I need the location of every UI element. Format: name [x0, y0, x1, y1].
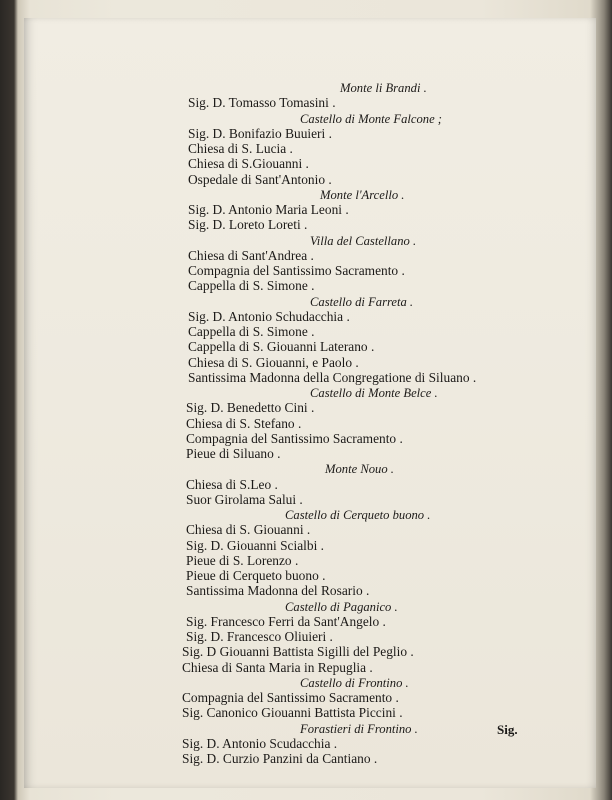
- catchword: Sig.: [497, 722, 518, 737]
- list-entry: Chiesa di S. Stefano .: [186, 415, 302, 431]
- section-heading: Castello di Monte Belce .: [310, 386, 438, 400]
- list-entry: Suor Girolama Salui .: [186, 491, 303, 507]
- list-entry: Pieue di Siluano .: [186, 446, 281, 461]
- list-entry: Chiesa di Santa Maria in Repuglia .: [182, 659, 373, 675]
- list-entry: Compagnia del Santissimo Sacramento .: [186, 430, 403, 446]
- list-entry: Sig. D. Loreto Loreti .: [188, 217, 308, 233]
- list-entry: Chiesa di S. Lucia .: [188, 141, 293, 156]
- section-heading: Castello di Farreta .: [310, 294, 414, 309]
- list-entry: Cappella di S. Simone .: [188, 278, 315, 294]
- list-entry: Chiesa di S.Giouanni .: [188, 156, 309, 172]
- section-heading: Forastieri di Frontino .: [300, 721, 418, 736]
- section-heading: Monte li Brandi .: [340, 81, 427, 95]
- list-entry: Santissima Madonna del Rosario .: [186, 583, 370, 599]
- list-entry: Sig. Francesco Ferri da Sant'Angelo .: [186, 613, 386, 629]
- list-entry: Pieue di Cerqueto buono .: [186, 568, 326, 583]
- section-heading: Castello di Monte Falcone ;: [300, 111, 442, 126]
- list-entry: Sig. D. Curzio Panzini da Cantiano .: [182, 751, 378, 766]
- section-heading: Castello di Cerqueto buono .: [285, 508, 431, 522]
- list-entry: Sig. D. Benedetto Cini .: [186, 400, 315, 416]
- section-heading: Villa del Castellano .: [310, 233, 417, 248]
- section-heading: Castello di Paganico .: [285, 599, 398, 614]
- list-entry: Sig. D. Bonifazio Buuieri .: [188, 125, 332, 141]
- list-entry: Sig. D. Giouanni Scialbi .: [186, 537, 324, 553]
- list-entry: Santissima Madonna della Congregatione di Siluano .: [188, 369, 477, 385]
- list-entry: Sig. D. Francesco Oliuieri .: [186, 629, 333, 644]
- list-entry: Pieue di S. Lorenzo .: [186, 552, 299, 568]
- list-entry: Sig. D. Antonio Schudacchia .: [188, 308, 350, 324]
- list-entry: Sig. D Giouanni Battista Sigilli del Peglio .: [182, 644, 414, 660]
- list-entry: Chiesa di S. Giouanni .: [186, 522, 311, 538]
- list-entry: Sig. D. Antonio Scudacchia .: [182, 735, 338, 751]
- list-entry: Sig. D. Tomasso Tomasini .: [188, 95, 336, 111]
- list-entry: Sig. D. Antonio Maria Leoni .: [188, 202, 349, 217]
- list-entry: Chiesa di S. Giouanni, e Paolo .: [188, 354, 359, 370]
- list-entry: Chiesa di Sant'Andrea .: [188, 247, 314, 263]
- list-entry: Sig. Canonico Giouanni Battista Piccini .: [182, 705, 403, 721]
- list-entry: Compagnia del Santissimo Sacramento .: [188, 263, 405, 278]
- list-entry: Chiesa di S.Leo .: [186, 476, 278, 492]
- list-entry: Cappella di S. Giouanni Laterano .: [188, 339, 375, 355]
- list-entry: Cappella di S. Simone .: [188, 324, 315, 339]
- section-heading: Castello di Frontino .: [300, 675, 409, 690]
- section-heading: Monte Nouo .: [325, 462, 394, 477]
- section-heading: Monte l'Arcello .: [320, 187, 405, 202]
- list-entry: Ospedale di Sant'Antonio .: [188, 171, 332, 187]
- list-entry: Compagnia del Santissimo Sacramento .: [182, 690, 399, 705]
